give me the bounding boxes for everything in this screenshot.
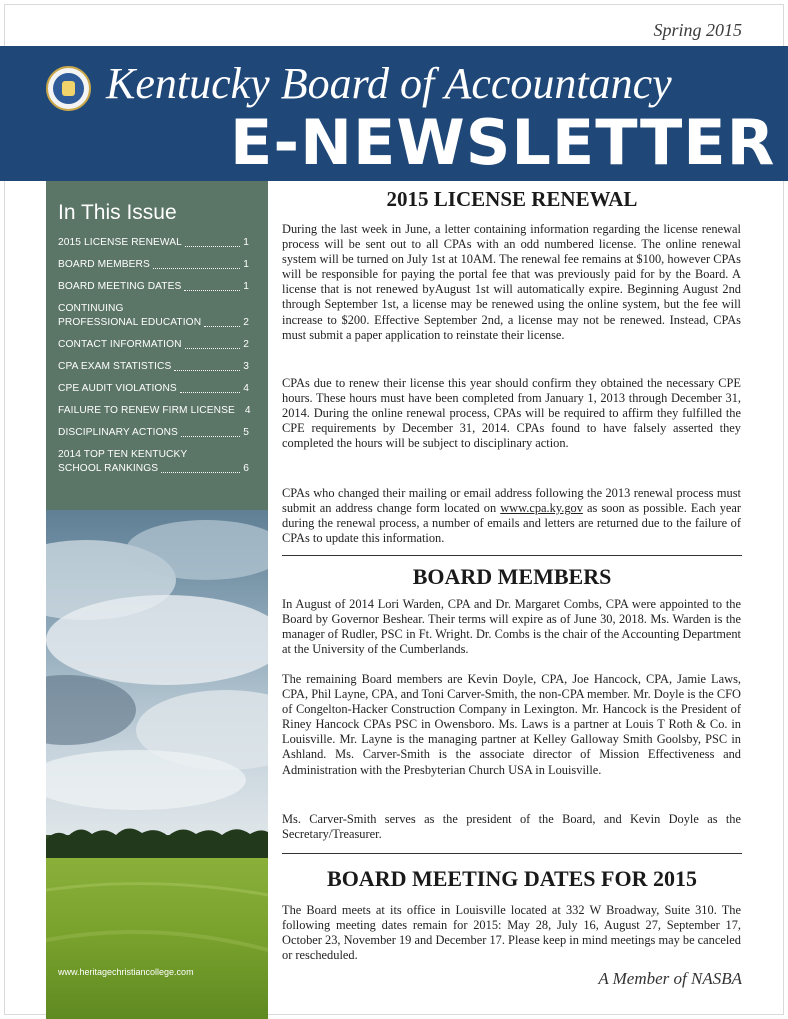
toc-item-failure-to-renew[interactable]: FAILURE TO RENEW FIRM LICENSE 4 <box>58 405 251 416</box>
landscape-photo <box>46 510 268 1019</box>
toc-item-disciplinary-actions[interactable]: DISCIPLINARY ACTIONS 5 <box>58 427 249 438</box>
meeting-dates-heading: BOARD MEETING DATES FOR 2015 <box>327 866 697 891</box>
license-renewal-paragraph-1: During the last week in June, a letter containing information regarding the license renewal process will be sent out to all CPAs with an odd numbered license. The online renewal system will be turned on July 1st at 10AM. The renewal fee remains at $100, however CPAs will be responsible for paying the portal fee that was previously paid for by the Board. A license that is not renewed byAugust 1st will automatically expire. Beginning August 2nd through September 1st, a license may be renewed using the online system, but the fee will increase to $200. Effective September 2nd, a license may not be renewed. Instead, CPAs must submit a paper application to reinstate their license. <box>282 222 741 342</box>
kentucky-seal-icon <box>46 66 91 111</box>
license-renewal-heading: 2015 LICENSE RENEWAL <box>386 187 638 211</box>
toc-item-license-renewal[interactable]: 2015 LICENSE RENEWAL 1 <box>58 237 249 248</box>
in-this-issue-heading: In This Issue <box>58 201 177 224</box>
nasba-member-note: A Member of NASBA <box>598 969 742 988</box>
toc-item-board-meeting-dates[interactable]: BOARD MEETING DATES 1 <box>58 281 249 292</box>
section-divider <box>282 555 742 556</box>
board-members-paragraph-2: The remaining Board members are Kevin Doyle, CPA, Joe Hancock, CPA, Jamie Laws, CPA, Phil Layne, CPA, and Toni Carver-Smith, the non-CPA member. Mr. Doyle is the CFO of Congelton-Hacker Construction Company in Lexington. Mr. Hancock is the President of Riney Hancock CPAs PSC in Owensboro. Ms. Laws is a partner at Louis T Roth & Co. in Louisville. Mr. Layne is the managing partner at Kelley Galloway Smith Goolsby, PSC in Ashland. Ms. Carver-Smith is the associate director of Mission Effectiveness and Administration with the Presbyterian Church USA in Louisville. <box>282 672 741 777</box>
in-this-issue-panel <box>46 181 268 510</box>
photo-credit: www.heritagechristiancollege.com <box>58 967 194 977</box>
board-members-paragraph-1: In August of 2014 Lori Warden, CPA and Dr. Margaret Combs, CPA were appointed to the Board by Governor Beshear. Their terms will expire as of June 30, 2018. Ms. Warden is the manager of Rudler, PSC in Ft. Wright. Dr. Combs is the chair of the Accounting Department at the University of the Cumberlands. <box>282 597 741 657</box>
newsletter-title: E-NEWSLETTER <box>230 106 776 179</box>
toc-item-cpa-exam-statistics[interactable]: CPA EXAM STATISTICS 3 <box>58 361 249 372</box>
meeting-dates-paragraph: The Board meets at its office in Louisville located at 332 W Broadway, Suite 310. The following meeting dates remain for 2015: May 28, July 16, August 27, September 17, October 23, November 19 and December 17. Please keep in mind meetings may be canceled or rescheduled. <box>282 903 741 963</box>
issue-season: Spring 2015 <box>653 20 742 40</box>
toc-item-cpe-audit-violations[interactable]: CPE AUDIT VIOLATIONS 4 <box>58 383 249 394</box>
section-divider <box>282 853 742 854</box>
license-renewal-paragraph-3: CPAs who changed their mailing or email address following the 2013 renewal process must submit an address change form located on www.cpa.ky.gov as soon as possible. Each year during the renewal process, a number of emails and letters are returned due to the failure of CPAs to update this information. <box>282 486 742 546</box>
toc-item-school-rankings[interactable]: 2014 TOP TEN KENTUCKY SCHOOL RANKINGS 6 <box>58 449 249 474</box>
toc-item-contact-information[interactable]: CONTACT INFORMATION 2 <box>58 339 249 350</box>
table-of-contents <box>58 236 249 484</box>
toc-item-board-members[interactable]: BOARD MEMBERS 1 <box>58 259 249 270</box>
organization-name: Kentucky Board of Accountancy <box>106 59 672 108</box>
board-members-paragraph-3: Ms. Carver-Smith serves as the president of the Board, and Kevin Doyle as the Secretary/Treasurer. <box>282 812 741 842</box>
board-members-heading: BOARD MEMBERS <box>412 564 612 589</box>
license-renewal-paragraph-2: CPAs due to renew their license this year should confirm they obtained the necessary CPE hours. These hours must have been completed from January 1, 2013 through December 31, 2014. During the online renewal process, CPAs will be required to affirm they fulfilled the CPE requirements by December 31, 2014. CPAs found to have falsely asserted they completed the hours will be subject to disciplinary action. <box>282 376 741 451</box>
cpa-website-link[interactable]: www.cpa.ky.gov <box>500 501 583 516</box>
toc-item-continuing-education[interactable]: CONTINUING PROFESSIONAL EDUCATION 2 <box>58 303 249 328</box>
